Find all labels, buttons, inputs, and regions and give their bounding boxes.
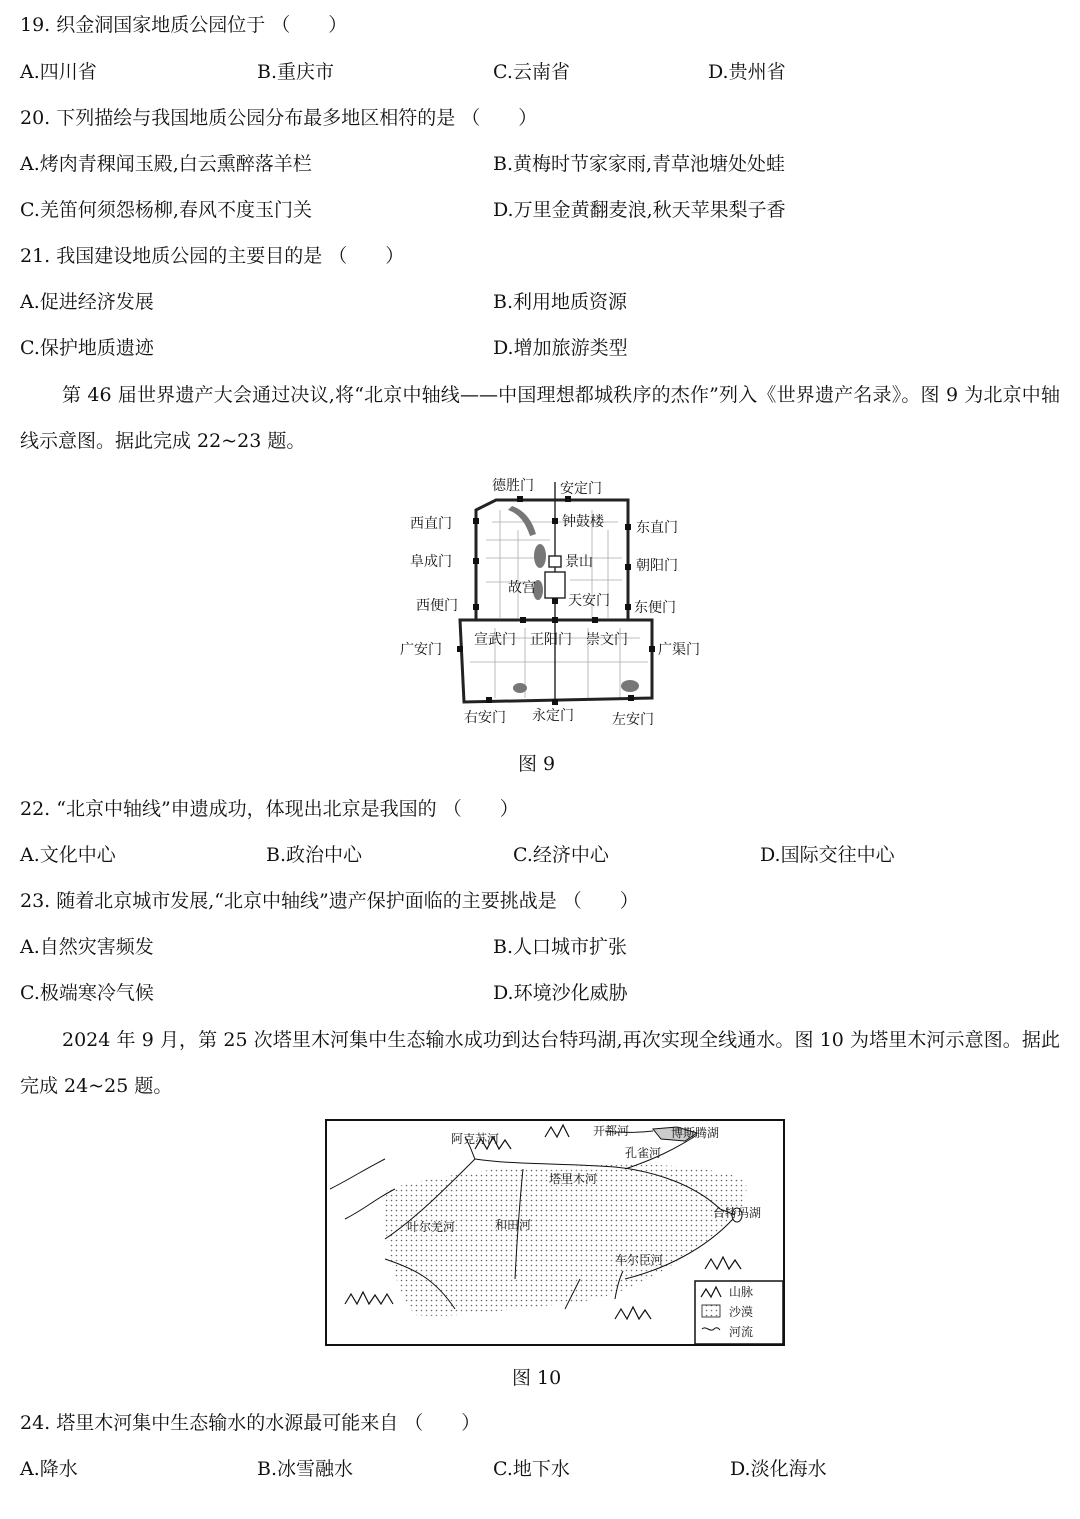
label-zhonggulou: 钟鼓楼 [562,514,604,530]
q23-option-c: C.极端寒冷气候 [20,982,154,1004]
q20-option-a: A.烤肉青稞闻玉殿,白云熏醉落羊栏 [20,153,312,175]
map-legend [695,1281,783,1344]
label-yarkand-river: 叶尔羌河 [407,1220,456,1234]
label-kongque-river: 孔雀河 [625,1146,662,1160]
label-tarim-river: 塔里木河 [549,1172,598,1186]
label-taitema-lake: 台特玛湖 [713,1206,762,1220]
q20-option-b: B.黄梅时节家家雨,青草池塘处处蛙 [493,153,786,175]
label-guanganmen: 广安门 [400,642,442,658]
q19-option-c: C.云南省 [493,61,570,83]
label-zhengyangmen: 正阳门 [530,632,572,648]
q21-option-d: D.增加旅游类型 [493,337,628,359]
figure-9-caption: 图 9 [518,753,556,775]
label-andingmen: 安定门 [560,481,602,497]
label-yongdingmen: 永定门 [532,708,574,724]
label-xibianmen: 西便门 [416,598,458,614]
q24-option-c: C.地下水 [493,1458,570,1480]
label-hotan-river: 和田河 [495,1218,532,1232]
question-23-stem: 23. 随着北京城市发展,“北京中轴线”遗产保护面临的主要挑战是 （ ） [20,890,639,912]
shichahai-lake [508,506,536,536]
taoranting-lake [513,683,527,693]
q22-option-c: C.经济中心 [513,844,609,866]
q23-option-a: A.自然灾害频发 [20,936,154,958]
question-24-stem: 24. 塔里木河集中生态输水的水源最可能来自 （ ） [20,1412,481,1434]
question-22-stem: 22. “北京中轴线”申遗成功，体现出北京是我国的 （ ） [20,798,519,820]
q22-option-b: B.政治中心 [266,844,363,866]
question-21-stem: 21. 我国建设地质公园的主要目的是 （ ） [20,245,405,267]
q21-option-a: A.促进经济发展 [20,291,154,313]
q23-option-b: B.人口城市扩张 [493,936,628,958]
legend-label-river: 河流 [729,1325,754,1339]
label-qarqan-river: 车尔臣河 [615,1253,664,1267]
beijing-axis-map [400,470,720,732]
label-zuoanmen: 左安门 [612,712,654,728]
legend-desert-icon [702,1305,720,1317]
label-chongwenmen: 崇文门 [586,632,628,648]
longtan-lake [621,680,639,692]
label-tiananmen: 天安门 [568,593,610,609]
label-youanmen: 右安门 [464,710,506,726]
question-19-stem: 19. 织金洞国家地质公园位于 （ ） [20,14,348,36]
label-chaoyangmen: 朝阳门 [636,558,678,574]
jingshan-box [549,556,561,567]
q20-option-c: C.羌笛何须怨杨柳,春风不度玉门关 [20,199,312,221]
q23-option-d: D.环境沙化威胁 [493,982,628,1004]
label-kaidu-river: 开都河 [593,1124,630,1138]
label-dongbianmen: 东便门 [634,600,676,616]
label-gugong: 故宫 [508,580,536,596]
q19-option-b: B.重庆市 [257,61,335,83]
q24-option-b: B.冰雪融水 [257,1458,354,1480]
label-deshengmen: 德胜门 [492,478,534,494]
label-xizhimen: 西直门 [410,516,452,532]
q21-option-c: C.保护地质遗迹 [20,337,154,359]
legend-label-desert: 沙漠 [729,1305,754,1319]
forbidden-city-box [545,572,565,598]
label-xuanwumen: 宣武门 [474,632,516,648]
street-grid [470,510,648,698]
q19-option-d: D.贵州省 [708,61,786,83]
label-jingshan: 景山 [565,554,593,570]
beihai-lake [534,544,546,568]
tarim-river-map [325,1119,785,1346]
q21-option-b: B.利用地质资源 [493,291,628,313]
label-guangqumen: 广渠门 [658,642,700,658]
q22-option-d: D.国际交往中心 [760,844,895,866]
label-bosten-lake: 博斯腾湖 [671,1126,720,1140]
q24-option-d: D.淡化海水 [730,1458,827,1480]
q22-option-a: A.文化中心 [20,844,116,866]
q20-option-d: D.万里金黄翻麦浪,秋天苹果梨子香 [493,199,786,221]
label-aksu-river: 阿克苏河 [451,1132,500,1146]
intro-paragraph-beijing-axis: 第 46 届世界遗产大会通过决议,将“北京中轴线——中国理想都城秩序的杰作”列入《世界遗产名录》。图 9 为北京中轴线示意图。据此完成 22~23 题。 [20,384,1060,452]
label-dongzhimen: 东直门 [636,520,678,536]
q19-option-a: A.四川省 [20,61,97,83]
question-20-stem: 20. 下列描绘与我国地质公园分布最多地区相符的是 （ ） [20,107,538,129]
q24-option-a: A.降水 [20,1458,78,1480]
label-fuchengmen: 阜成门 [410,554,452,570]
gate-markers [457,496,655,705]
legend-label-mountain: 山脉 [729,1285,754,1299]
figure-10-caption: 图 10 [512,1367,562,1389]
intro-paragraph-tarim-river: 2024 年 9 月，第 25 次塔里木河集中生态输水成功到达台特玛湖,再次实现全线通水。图 10 为塔里木河示意图。据此完成 24~25 题。 [20,1029,1060,1097]
